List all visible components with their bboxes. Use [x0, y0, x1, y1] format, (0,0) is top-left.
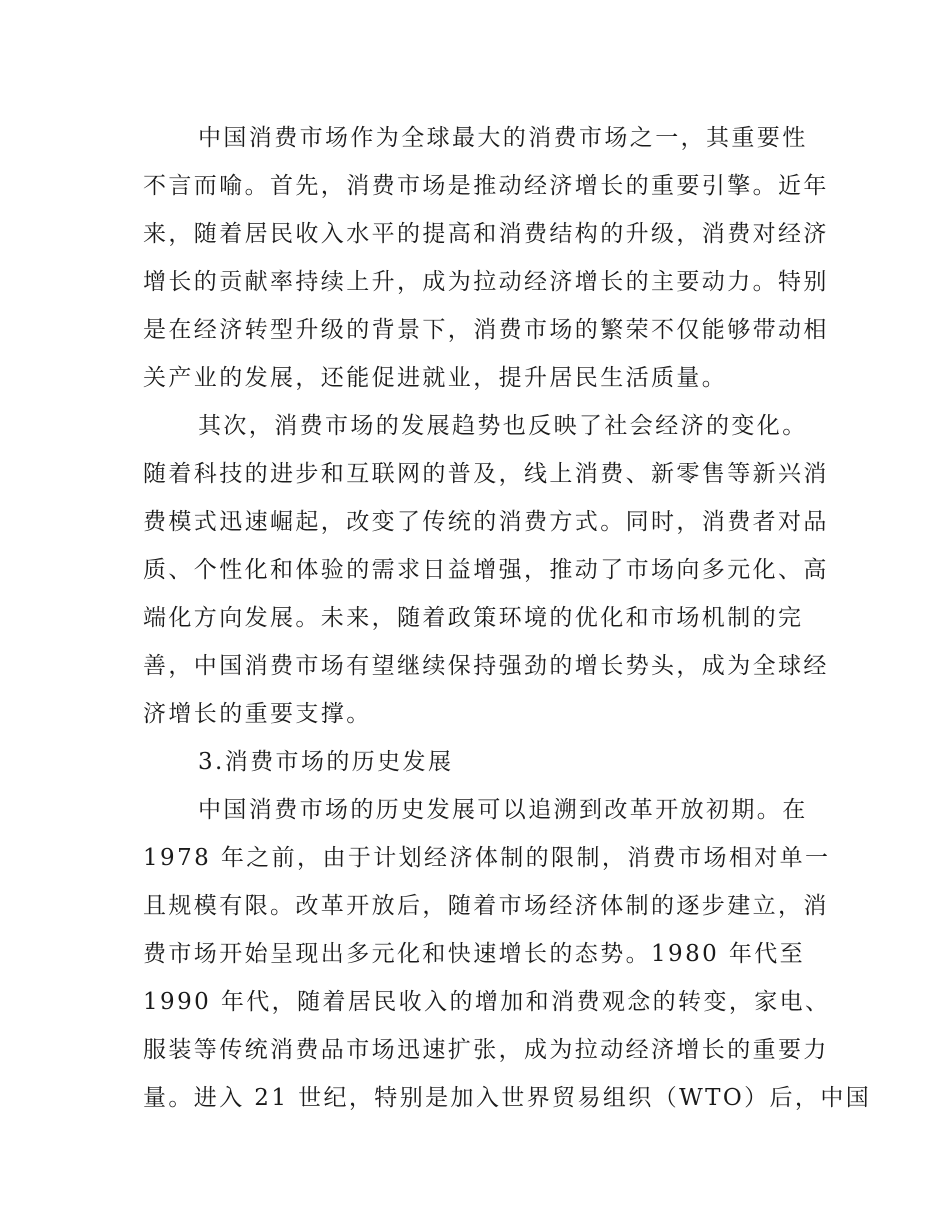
text-line: 量。进入 21 世纪，特别是加入世界贸易组织（WTO）后，中国 [143, 1085, 872, 1111]
section-heading: 3.消费市场的历史发展 [198, 749, 454, 775]
text-line: 中国消费市场作为全球最大的消费市场之一，其重要性 [198, 125, 808, 151]
text-line: 中国消费市场的历史发展可以追溯到改革开放初期。在 [198, 797, 808, 823]
text-line: 服装等传统消费品市场迅速扩张，成为拉动经济增长的重要力 [143, 1037, 829, 1063]
text-line: 关产业的发展，还能促进就业，提升居民生活质量。 [143, 365, 728, 391]
text-line: 费模式迅速崛起，改变了传统的消费方式。同时，消费者对品 [143, 509, 829, 535]
text-line: 其次，消费市场的发展趋势也反映了社会经济的变化。 [198, 413, 808, 439]
text-line: 增长的贡献率持续上升，成为拉动经济增长的主要动力。特别 [143, 269, 829, 295]
text-line: 端化方向发展。未来，随着政策环境的优化和市场机制的完 [143, 605, 804, 631]
text-line: 1978 年之前，由于计划经济体制的限制，消费市场相对单一 [143, 845, 831, 871]
text-line: 不言而喻。首先，消费市场是推动经济增长的重要引擎。近年 [143, 173, 829, 199]
text-line: 费市场开始呈现出多元化和快速增长的态势。1980 年代至 [143, 941, 806, 967]
text-line: 质、个性化和体验的需求日益增强，推动了市场向多元化、高 [143, 557, 829, 583]
text-line: 且规模有限。改革开放后，随着市场经济体制的逐步建立，消 [143, 893, 829, 919]
text-line: 1990 年代，随着居民收入的增加和消费观念的转变，家电、 [143, 989, 831, 1015]
text-line: 随着科技的进步和互联网的普及，线上消费、新零售等新兴消 [143, 461, 829, 487]
text-line: 善，中国消费市场有望继续保持强劲的增长势头，成为全球经 [143, 653, 829, 679]
text-line: 是在经济转型升级的背景下，消费市场的繁荣不仅能够带动相 [143, 317, 829, 343]
text-line: 来，随着居民收入水平的提高和消费结构的升级，消费对经济 [143, 221, 829, 247]
text-line: 济增长的重要支撑。 [143, 701, 372, 727]
